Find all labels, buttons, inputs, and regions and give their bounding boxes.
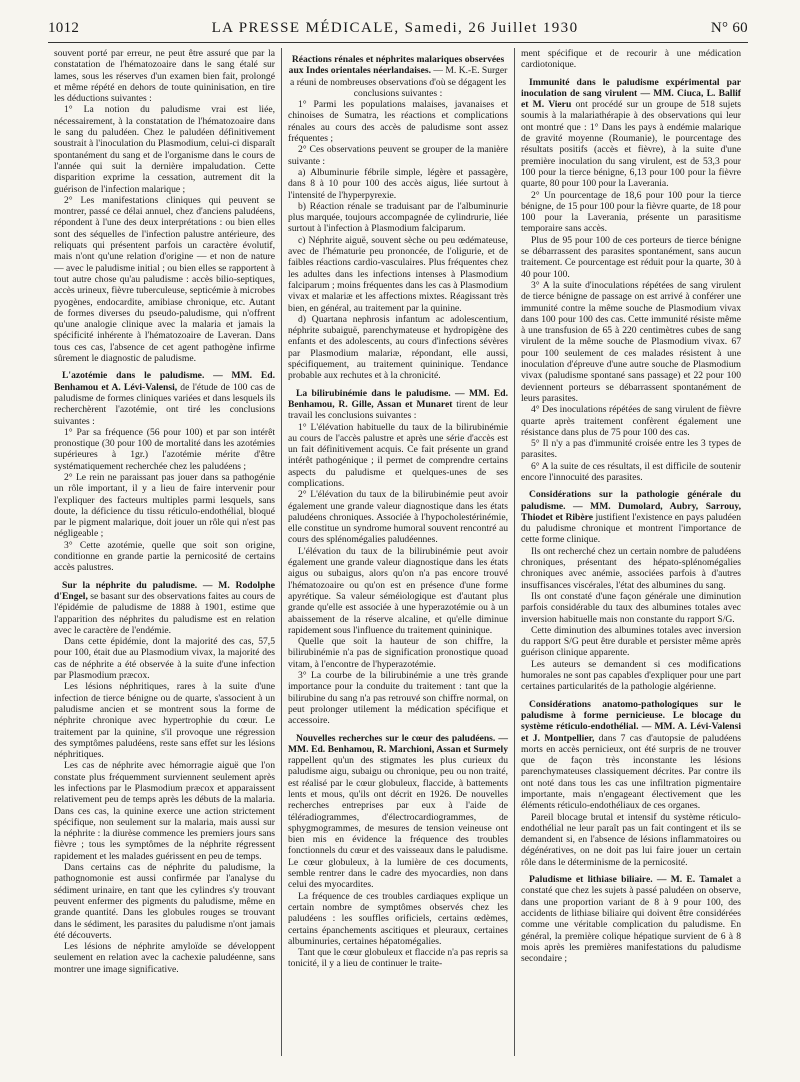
column-right	[514, 48, 747, 1056]
paragraph	[288, 636, 508, 670]
paragraph-text: souvent porté par erreur, ne peut être assuré que par la constatation de l'hématozoaire dans le sang étalé sur lames, sous les réserves d'un examen bien fait, prolongé et même répété en dehors de toute quininisation, en tire les déductions suivantes :	[54, 48, 275, 105]
paragraph-text: ment spécifique et de recourir à une médication cardiotonique.	[521, 48, 741, 71]
header-rule	[48, 42, 748, 43]
paragraph	[521, 489, 741, 545]
paragraph	[54, 862, 275, 941]
paragraph-text: 2° Le rein ne paraissant pas jouer dans sa pathogénie un rôle important, il y a lieu de faire intervenir pour l'expliquer des facteurs multiples parmi lesquels, sans doute, la déficience du tissu réticulo-endothélial, bloqué par le pigment malarique, doit jouer un rôle qui n'est pas négligeable ;	[54, 471, 275, 540]
paragraph-text: 2° Les manifestations cliniques qui peuvent se montrer, passé ce délai annuel, chez d'anciens paludéens, répondent à l'une des deux interprétations : ou bien elles sont des séquelles de l'infection palustre antérieure, des reliquats qui présentent parfois un caractère évolutif, mais n'ont qu'une relation d'origine — et non de nature — avec le paludisme initial ; ou bien elles se rapportent à tout autre chose qu'au paludisme : accès bilio-septiques, accès urineux, fièvre tuberculeuse, septicémie à microbes pyogènes, endocardite, amibiase chronique, etc. Autant de formes diverses du pseudo-paludisme, qui n'offrent qu'une analogie clinique avec la malaria et jamais la spécificité inhérente à l'hématozoaire de Laveran. Dans tous ces cas, l'absence de cet agent pathogène infirme sûrement le diagnostic de paludisme.	[54, 194, 275, 365]
paragraph-heading: Paludisme et lithiase biliaire. — M. E. Tamalet	[529, 874, 733, 886]
paragraph	[521, 591, 741, 625]
paragraph-text: Les lésions de néphrite amyloïde se développent seulement en relation avec la cachexie paludéenne, sans montrer une image significative.	[54, 941, 275, 975]
paragraph-text: 1° Par sa fréquence (56 pour 100) et par son intérêt pronostique (30 pour 100 de mortalité dans les azotémies supérieures à 1gr.) l'azotémie mérite d'être systématiquement recherchée chez les paludéens ;	[54, 426, 275, 472]
paragraph-heading: Considérations anatomo-pathologiques sur le paludisme à forme pernicieuse. Le blocage du système réticulo-endothélial. — MM. A. Lévi-Valensi et J. Montpellier,	[521, 698, 741, 744]
paragraph	[54, 370, 275, 426]
paragraph	[288, 670, 508, 726]
paragraph	[288, 489, 508, 545]
paragraph-text: Plus de 95 pour 100 de ces porteurs de tierce bénigne se débarrassent des parasites spontanément, sans aucun traitement. Ce pourcentage est réduit pour la quarte, 30 à 40 pour 100.	[521, 234, 741, 280]
paragraph-heading: Nouvelles recherches sur le cœur des paludéens. — MM. Ed. Benhamou, R. Marchioni, Assan et Surmely	[288, 732, 508, 755]
paragraph-text: Cette diminution des albumines totales avec inversion du rapport S/G peut être durable et persister même après guérison clinique apparente.	[521, 624, 741, 659]
paragraph	[54, 195, 275, 364]
paragraph-text: d) Quartana nephrosis infantum ac adolescentium, néphrite subaiguë, parenchymateuse et hydropigène des enfants et des adolescents, au cours d'infections sévères par Plasmodium malariæ, répondant, elle aussi, spécifiquement, au traitement quininique. Tendance probable aux rechutes et à la chronicité.	[288, 313, 508, 382]
paragraph-text: 4° Des inoculations répétées de sang virulent de fièvre quarte après traitement confèrent également une résistance dans plus de 75 pour 100 des cas.	[521, 404, 741, 438]
paragraph	[54, 760, 275, 862]
paragraph-text: L'élévation du taux de la bilirubinémie peut avoir également une grande valeur diagnostique dans les états aigus ou subaigus, alors qu'on n'a pas encore trouvé l'hématozoaire ou qu'on est en présence d'une forme apyrétique. Sa valeur séméiologique est d'autant plus grande qu'elle est associée à une hyperazotémie ou à un abaissement de la réserve alcaline, et qu'elle diminue rapidement sous l'influence du traitement quininique.	[288, 545, 508, 636]
paragraph-text: 1° Parmi les populations malaises, javanaises et chinoises de Sumatra, les réactions et complications rénales au cours des accès de paludisme sont assez fréquentes ;	[288, 99, 508, 145]
paragraph	[54, 48, 275, 104]
paragraph-text: ont procédé sur un groupe de 518 sujets soumis à la malariathérapie à des observations qui leur ont montré que : 1° Dans les pays à endémie malarique de gravité moyenne (Roumanie), le pourcentage des résultats positifs (accès et fièvre), à la suite d'une première inoculation du sang virulent, est de 53,3 pour 100 pour la tierce bénigne, 6,13 pour 100 pour la fièvre quarte, 80 pour 100 pour la Laverania.	[521, 99, 741, 190]
paragraph	[521, 699, 741, 812]
paragraph	[54, 580, 275, 636]
paragraph	[521, 546, 741, 591]
page-header	[48, 20, 748, 38]
paragraph	[54, 540, 275, 574]
paragraph	[288, 314, 508, 382]
paragraph-text: Les auteurs se demandent si ces modifications humorales ne sont pas capables d'expliquer pour une part certaines particularités de la pathologie algérienne.	[521, 658, 741, 693]
paragraph	[288, 99, 508, 144]
paragraph	[54, 941, 275, 975]
paragraph-text: justifient l'existence en pays paludéen du paludisme chronique et montrent l'importance de cette forme clinique.	[521, 511, 741, 546]
paragraph-text: 5° Il n'y a pas d'immunité croisée entre les 3 types de parasites.	[521, 438, 741, 461]
paragraph	[54, 472, 275, 540]
paragraph	[521, 438, 741, 461]
paragraph	[288, 388, 508, 422]
paragraph-heading: Immunité dans le paludisme expérimental par inoculation de sang virulent — MM. Ciuca, L. Ballif et M. Vieru	[521, 76, 741, 111]
paragraph	[288, 891, 508, 947]
paragraph-text: se basant sur des observations faites au cours de l'épidémie de paludisme de 1888 à 1901, estime que l'apparition des néphrites du paludisme est en relation avec le caractère de l'endémie.	[54, 590, 275, 636]
paragraph-text: Dans certains cas de néphrite du paludisme, la pathognomonie est aussi confirmée par l'analyse du sédiment urinaire, en tant que les cylindres s'y trouvant peuvent enfermer des pigments du paludisme, même en grande quantité. Dans les globules rouges se trouvant dans le sédiment, les parasites du paludisme n'ont jamais été découverts.	[54, 862, 275, 941]
paragraph-heading: Considérations sur la pathologie générale du paludisme. — MM. Dumolard, Aubry, Sarrouy, Thiodet et Ribère	[521, 489, 741, 523]
paragraph	[521, 874, 741, 964]
paragraph-text: de l'étude de 100 cas de paludisme de formes cliniques variées et dans lesquels ils recherchèrent l'azotémie, ont tiré les conclusions suivantes :	[54, 381, 275, 427]
paragraph	[54, 636, 275, 681]
paragraph	[288, 167, 508, 201]
issue-number: N° 60	[710, 20, 748, 36]
paragraph-text: c) Néphrite aiguë, souvent sèche ou peu œdémateuse, avec de l'hématurie peu prononcée, de l'oligurie, et de faibles réactions cardio-vasculaires. Plus fréquentes chez les adultes dans les infections intenses à Plasmodium falciparum ; moins fréquentes dans les cas à Plasmodium vivax et malariæ et les affections mixtes. Réagissant très bien, en général, au traitement par la quinine.	[288, 234, 508, 314]
paragraph	[288, 144, 508, 167]
paragraph-text: 3° La courbe de la bilirubinémie a une très grande importance pour la conduite du traitement : tant que la bilirubine du sang n'a pas retrouvé son chiffre normal, on peut prolonger utilement la médication spécifique et accessoire.	[288, 670, 508, 727]
paragraph-text: 6° A la suite de ces résultats, il est difficile de soutenir encore l'innocuité des parasites.	[521, 460, 741, 483]
paragraph-text: 1° L'élévation habituelle du taux de la bilirubinémie au cours de l'accès palustre et après une série d'accès est un fait définitivement acquis. Ce fait présente un grand intérêt pathogénique ; il permet de comprendre certains aspects du paludisme et quelques-unes de ses complications.	[288, 421, 508, 489]
paragraph-text: a) Albuminurie fébrile simple, légère et passagère, dans 8 à 10 pour 100 des accès aigus, liée surtout à l'intensité de l'hyperpyrexie.	[288, 166, 508, 201]
paragraph-text: Quelle que soit la hauteur de son chiffre, la bilirubinémie n'a pas de signification pronostique quoad vitam, à l'encontre de l'hyperazotémie.	[288, 636, 508, 670]
paragraph-text: Pareil blocage brutal et intensif du système réticulo-endothélial ne leur paraît pas un fait contingent et ils se demandent si, en l'absence de lésions inflammatoires ou dégénératives, on ne doit pas lui faire jouer un certain rôle dans le déterminisme de la pernicosité.	[521, 811, 741, 868]
paragraph-text: Ils ont recherché chez un certain nombre de paludéens chroniques, présentant des hépato-splénomégalies chroniques avec anémie, associées parfois à d'autres insuffisances viscérales, l'état des albumines du sang.	[521, 545, 741, 591]
paragraph	[288, 235, 508, 314]
paragraph	[288, 947, 508, 970]
page-number: 1012	[48, 20, 80, 36]
paragraph-text: tirent de leur travail les conclusions suivantes :	[288, 398, 508, 422]
paragraph	[288, 201, 508, 235]
paragraph	[288, 54, 508, 99]
paragraph-heading: Sur la néphrite du paludisme. — M. Rodolphe d'Engel,	[54, 579, 275, 602]
paragraph-text: Les cas de néphrite avec hémorragie aiguë que l'on constate plus fréquemment surviennent seulement après les infections par le Plasmodium præcox et apparaissent relativement peu de temps après les débuts de la malaria. Dans ces cas, la quinine exerce une action strictement spécifique, non seulement sur la malaria, mais aussi sur la néphrite : la diurèse commence les premiers jours sans fièvre ; tous les symptômes de la néphrite régressent rapidement et les malades guérissent en peu de temps.	[54, 760, 275, 862]
paragraph	[521, 625, 741, 659]
paragraph-text: 2° Ces observations peuvent se grouper de la manière suivante :	[288, 144, 508, 167]
paragraph	[521, 235, 741, 280]
column-middle	[281, 48, 514, 1056]
paragraph-text: Les lésions néphritiques, rares à la suite d'une infection de tierce bénigne ou de quarte, s'associent à un paludisme ancien et se montrent sous la forme de néphrite chronique avec hypertrophie du cœur. Le traitement par la quinine, s'il provoque une régression des symptômes paludéens, reste sans effet sur les lésions néphritiques.	[54, 681, 275, 761]
paragraph	[521, 404, 741, 438]
paragraph-text: 3° Cette azotémie, quelle que soit son origine, conditionne en grande partie la pernicosité de certains accès palustres.	[54, 539, 275, 574]
paragraph-text: a constaté que chez les sujets à passé paludéen on observe, dans une proportion variant de 8 à 9 pour 100, des accidents de lithiase biliaire qui doivent être considérées comme une véritable complication du paludisme. En général, la première colique hépatique survient de 6 à 8 mois après les premières manifestations du paludisme secondaire ;	[521, 874, 741, 965]
paragraph	[521, 190, 741, 235]
paragraph-text: — M. K.-E. Surger a réuni de nombreuses observations d'où se dégagent les conclusions suivantes :	[290, 65, 508, 99]
column-left	[48, 48, 281, 1056]
paragraph	[54, 427, 275, 472]
paragraph	[521, 77, 741, 190]
paragraph	[521, 659, 741, 693]
paragraph-text: Ils ont constaté d'une façon générale une diminution parfois considérable du taux des albumines totales avec inversion habituelle mais non constante du rapport S/G.	[521, 590, 741, 625]
paragraph-text: 1° La notion du paludisme vrai est liée, nécessairement, à la constatation de l'hématozoaire dans le sang du paludéen. Chez le paludéen définitivement soustrait à l'inoculation du Plasmodium, celui-ci disparaît spontanément du sang et de l'organisme dans le cours de l'année qui suit la dernière impaludation. Cette disparition exprime la cessation, autrement dit la guérison de l'infection malarique ;	[54, 104, 275, 195]
paragraph	[521, 280, 741, 404]
paragraph	[521, 461, 741, 484]
paragraph	[521, 812, 741, 868]
paragraph-text: b) Réaction rénale se traduisant par de l'albuminurie plus marquée, toujours accompagnée de cylindrurie, liée surtout à l'infection à Plasmodium falciparum.	[288, 200, 508, 235]
paragraph-heading: L'azotémie dans le paludisme. — MM. Ed. Benhamou et A. Lévi-Valensi,	[54, 370, 275, 393]
paragraph-text: 3° A la suite d'inoculations répétées de sang virulent de tierce bénigne de passage on est arrivé à conférer une immunité contre la même souche de Plasmodium vivax dans 100 pour 100 des cas. Cette immunité résiste même à une transfusion de 65 à 220 centimètres cubes de sang virulent de la même souche de Plasmodium vivax. 67 pour 100 seulement de ces malades résistent à une inoculation d'épreuve d'une autre souche de Plasmodium vivax (paludisme spontané sans passage) et 22 pour 100 deviennent porteurs se débarrassent spontanément de leurs parasites.	[521, 279, 741, 404]
paragraph-heading: Réactions rénales et néphrites malariques observées aux Indes orientales néerlandaises.	[288, 54, 505, 77]
paragraph-heading: La bilirubinémie dans le paludisme. — MM. Ed. Benhamou, R. Gille, Assan et Munaret	[288, 387, 508, 410]
paragraph	[54, 104, 275, 194]
paragraph	[288, 546, 508, 636]
paragraph	[521, 48, 741, 71]
paragraph	[288, 733, 508, 891]
paragraph-text: Tant que le cœur globuleux et flaccide n'a pas repris sa tonicité, il y a lieu de continuer le traite-	[288, 947, 508, 970]
journal-title: LA PRESSE MÉDICALE, Samedi, 26 Juillet 1930	[211, 20, 579, 36]
paragraph	[288, 422, 508, 490]
paragraph-text: 2° L'élévation du taux de la bilirubinémie peut avoir également une grande valeur diagnostique dans les états paludéens chroniques. Associée à l'hypocholestérinémie, elle constitue un syndrome humoral souvent rencontré au cours des splénomégalies paludéennes.	[288, 489, 508, 546]
paragraph-text: rappellent qu'un des stigmates les plus curieux du paludisme aigu, subaigu ou chronique, peu ou non traité, est réalisé par le cœur globuleux, flaccide, à battements lents et mous, qu'ils ont décrit en 1926. De nouvelles recherches entreprises par eux à l'aide de téléradiogrammes, d'électrocardiogrammes, de sphygmogrammes, de mesures de tension veineuse ont bien mis en évidence la fréquence des troubles fonctionnels du cœur et des vaisseaux dans le paludisme. Le cœur globuleux, à la lumière de ces documents, semble rentrer dans le cadre des myocardies, non dans celui des myocardites.	[288, 755, 508, 891]
paragraph-text: La fréquence de ces troubles cardiaques explique un certain nombre de symptômes observés chez les paludéens : les souffles orificiels, certains œdèmes, certains épanchements ascitiques et pleuraux, certaines albuminuries, certaines hépatomégalies.	[288, 890, 508, 947]
article-columns	[48, 48, 748, 1056]
paragraph-text: dans 7 cas d'autopsie de paludéens morts en accès pernicieux, ont été surpris de ne trouver que de façon très inconstante les lésions parenchymateuses classiquement décrites. Par contre ils ont noté dans tous les cas une infiltration pigmentaire importante, mais n'engageant électivement que les éléments réticulo-endothéliaux de ces organes.	[521, 732, 742, 812]
paragraph	[54, 681, 275, 760]
paragraph-text: 2° Un pourcentage de 18,6 pour 100 pour la tierce bénigne, de 15 pour 100 pour la fièvre quarte, de 18 pour 100 pour la Laverania, présente un parasitisme temporaire sans accès.	[521, 189, 741, 235]
paragraph-text: Dans cette épidémie, dont la majorité des cas, 57,5 pour 100, était due au Plasmodium vivax, la majorité des cas de néphrite a été observée à la suite d'une infection par Plasmodium præcox.	[54, 636, 275, 682]
